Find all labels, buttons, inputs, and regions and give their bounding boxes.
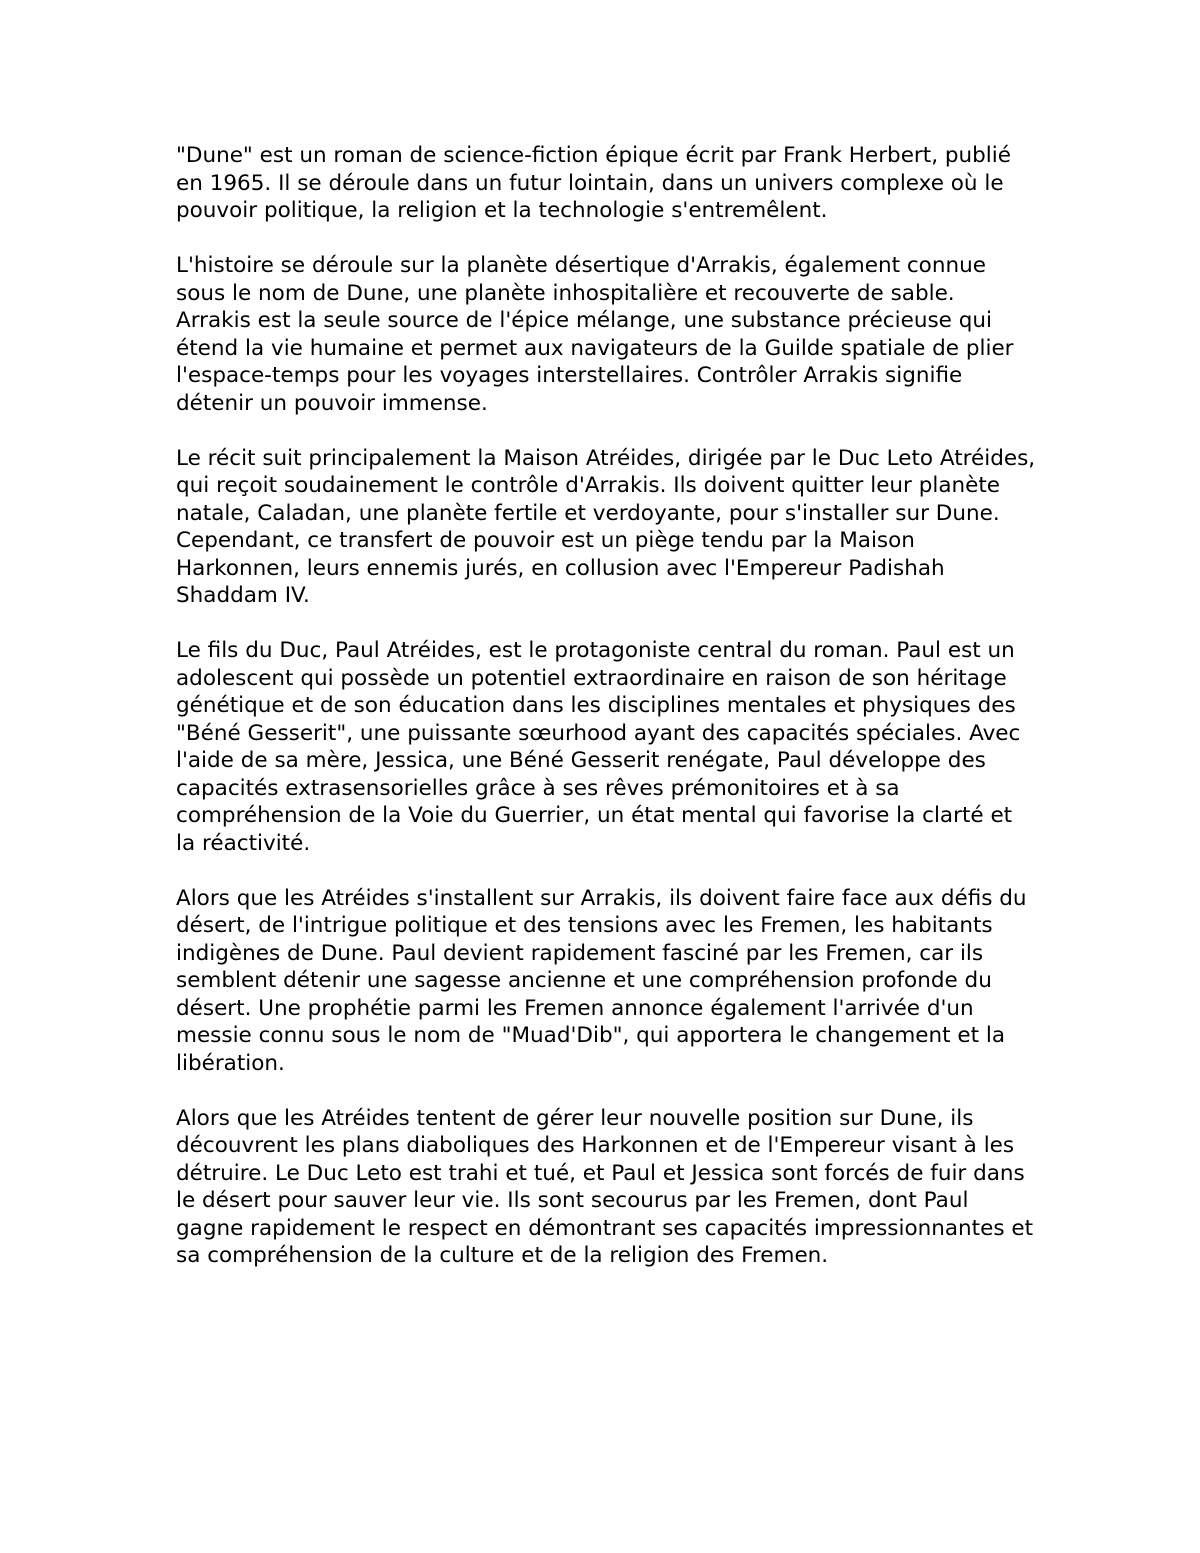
paragraph-2: L'histoire se déroule sur la planète désertique d'Arrakis, également connue sous le nom de Dune, une planète inhospitalière et recouverte de sable. Arrakis est la seule source de l'épice mélange, une substance précieuse qui étend la vie humaine et permet aux navigateurs de la Guilde spatiale de plier l'espace-temps pour les voyages interstellaires. Contrôler Arrakis signifie détenir un pouvoir immense. xyxy=(176,253,1014,416)
paragraph-6: Alors que les Atréides tentent de gérer leur nouvelle position sur Dune, ils découvrent les plans diaboliques des Harkonnen et de l'Empereur visant à les détruire. Le Duc Leto est trahi et tué, et Paul et Jessica sont forcés de fuir dans le désert pour sauver leur vie. Ils sont secourus par les Fremen, dont Paul gagne rapidement le respect en démontrant ses capacités impressionnantes et sa compréhension de la culture et de la religion des Fremen. xyxy=(176,1105,1034,1268)
document-body xyxy=(176,142,1036,1297)
paragraph-5: Alors que les Atréides s'installent sur Arrakis, ils doivent faire face aux défis du désert, de l'intrigue politique et des tensions avec les Fremen, les habitants indigènes de Dune. Paul devient rapidement fasciné par les Fremen, car ils semblent détenir une sagesse ancienne et une compréhension profonde du désert. Une prophétie parmi les Fremen annonce également l'arrivée d'un messie connu sous le nom de "Muad'Dib", qui apportera le changement et la libération. xyxy=(176,885,1027,1076)
paragraph-1: "Dune" est un roman de science-fiction épique écrit par Frank Herbert, publié en 1965. Il se déroule dans un futur lointain, dans un univers complexe où le pouvoir politique, la religion et la technologie s'entremêlent. xyxy=(176,143,1011,223)
paragraph-3: Le récit suit principalement la Maison Atréides, dirigée par le Duc Leto Atréides, qui reçoit soudainement le contrôle d'Arrakis. Ils doivent quitter leur planète natale, Caladan, une planète fertile et verdoyante, pour s'installer sur Dune. Cependant, ce transfert de pouvoir est un piège tendu par la Maison Harkonnen, leurs ennemis jurés, en collusion avec l'Empereur Padishah Shaddam IV. xyxy=(176,445,1036,608)
paragraph-4: Le fils du Duc, Paul Atréides, est le protagoniste central du roman. Paul est un adolescent qui possède un potentiel extraordinaire en raison de son héritage génétique et de son éducation dans les disciplines mentales et physiques des "Béné Gesserit", une puissante sœurhood ayant des capacités spéciales. Avec l'aide de sa mère, Jessica, une Béné Gesserit renégate, Paul développe des capacités extrasensorielles grâce à ses rêves prémonitoires et à sa compréhension de la Voie du Guerrier, un état mental qui favorise la clarté et la réactivité. xyxy=(176,638,1021,856)
